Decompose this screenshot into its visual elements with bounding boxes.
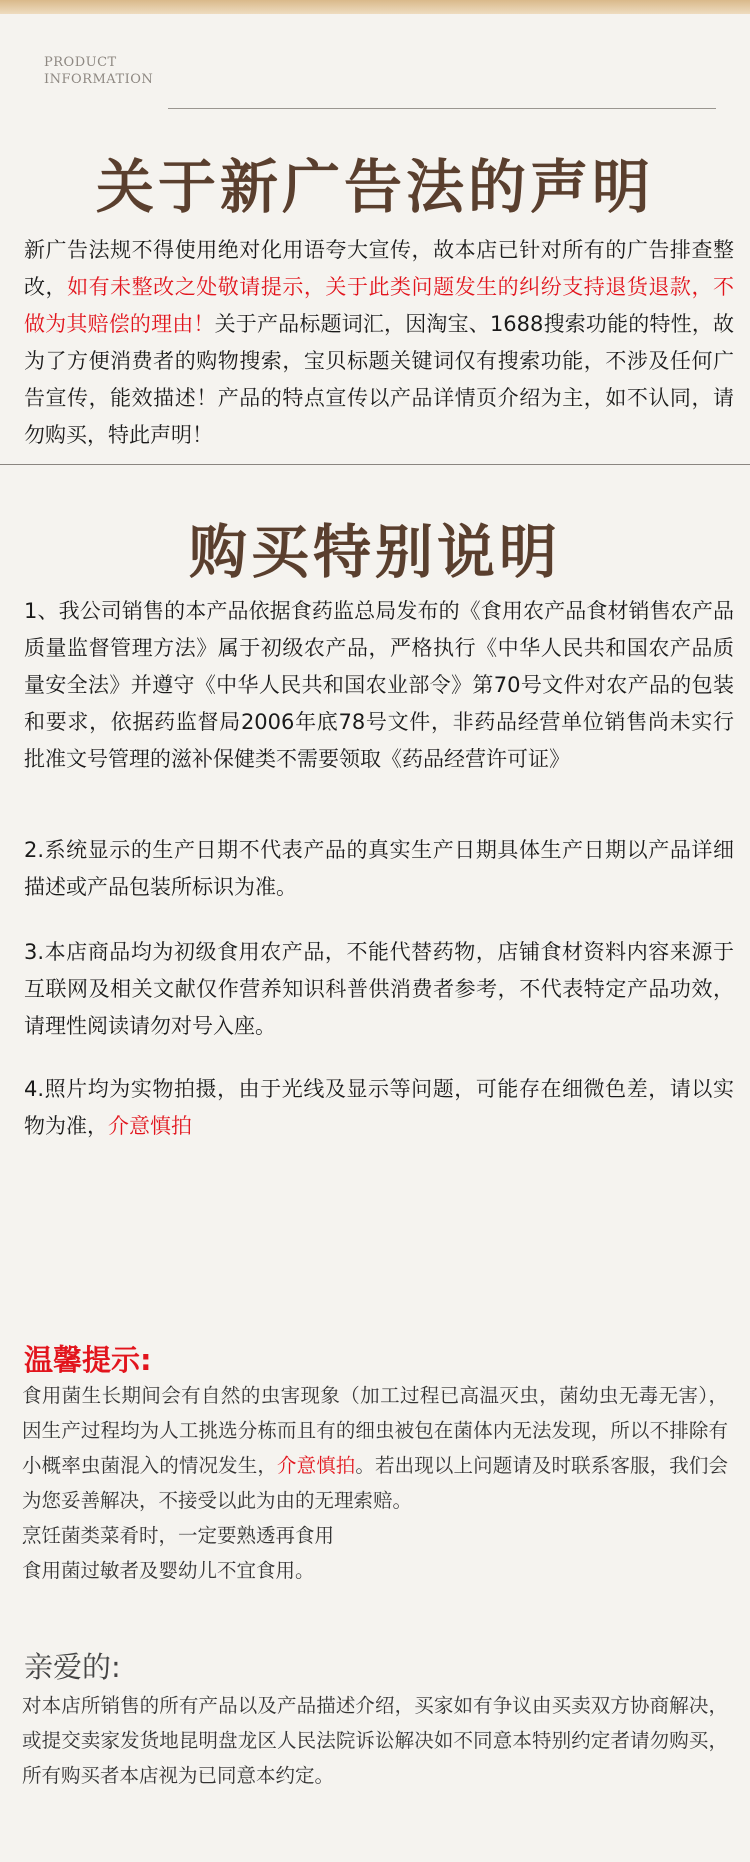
declaration-title: 关于新广告法的声明 bbox=[95, 153, 654, 221]
purchase-item-4-red: 介意慎拍 bbox=[108, 1114, 192, 1138]
dear-title: 亲爱的: bbox=[24, 1650, 121, 1684]
declaration-text bbox=[24, 232, 734, 454]
declaration-text-b: 关于产品标题词汇，因淘宝、1688搜索功能的特性，故为了方便消费者的购物搜索，宝贝标题关键词仅有搜索功能，不涉及任何广告宣传，能效描述！产品的特点宣传以产品详情页介绍为主，如不认同，请勿购买，特此声明！ bbox=[24, 312, 735, 447]
purchase-item-2: 2.系统显示的生产日期不代表产品的真实生产日期具体生产日期以产品详细描述或产品包装所标识为准。 bbox=[24, 838, 734, 899]
tips-line-3: 食用菌过敏者及婴幼儿不宜食用。 bbox=[22, 1559, 315, 1582]
purchase-title: 购买特别说明 bbox=[188, 518, 561, 586]
label-line-product: PRODUCT bbox=[44, 55, 117, 70]
declaration-text-a: 新广告法规不得使用绝对化用语夸大宣传，故本店已针对所有的广告排查整改， bbox=[24, 238, 734, 299]
tips-text bbox=[22, 1378, 728, 1588]
product-information-label bbox=[44, 54, 153, 88]
tips-text-b: 。若出现以上问题请及时联系客服，我们会为您妥善解决，不接受以此为由的无理索赔。 bbox=[22, 1454, 728, 1512]
purchase-item-4-text: 4.照片均为实物拍摄，由于光线及显示等问题，可能存在细微色差，请以实物为准， bbox=[24, 1077, 734, 1138]
purchase-item-3: 3.本店商品均为初级食用农产品，不能代替药物，店铺食材资料内容来源于互联网及相关文献仅作营养知识科普供消费者参考，不代表特定产品功效，请理性阅读请勿对号入座。 bbox=[24, 940, 734, 1038]
header-rule bbox=[168, 108, 716, 109]
purchase-item-1: 1、我公司销售的本产品依据食药监总局发布的《食用农产品食材销售农产品质量监督管理方法》属于初级农产品，严格执行《中华人民共和国农产品质量安全法》并遵守《中华人民共和国农业部令》第70号文件对农产品的包装和要求，依据药监督局2006年底78号文件，非药品经营单位销售尚未实行批准文号管理的滋补保健类不需要领取《药品经营许可证》 bbox=[24, 599, 734, 771]
tips-line-2: 烹饪菌类菜肴时，一定要熟透再食用 bbox=[22, 1524, 335, 1547]
tips-text-red: 介意慎拍 bbox=[276, 1454, 356, 1477]
tips-text-a: 食用菌生长期间会有自然的虫害现象（加工过程已高温灭虫，菌幼虫无毒无害），因生产过程均为人工挑选分栋而且有的细虫被包在菌体内无法发现，所以不排除有小概率虫菌混入的情况发生， bbox=[22, 1384, 728, 1477]
dear-text: 对本店所销售的所有产品以及产品描述介绍，买家如有争议由买卖双方协商解决，或提交卖家发货地昆明盘龙区人民法院诉讼解决如不同意本特别约定者请勿购买，所有购买者本店视为已同意本约定。 bbox=[22, 1694, 728, 1787]
label-line-information: INFORMATION bbox=[44, 72, 154, 87]
declaration-text-red: 如有未整改之处敬请提示，关于此类问题发生的纠纷支持退货退款，不做为其赔偿的理由！ bbox=[24, 275, 734, 336]
top-decorative-band bbox=[0, 0, 750, 14]
tips-title: 温馨提示: bbox=[24, 1343, 152, 1377]
section-divider bbox=[0, 464, 750, 465]
purchase-item-4 bbox=[24, 1071, 734, 1145]
tips-paragraph bbox=[22, 1378, 728, 1518]
